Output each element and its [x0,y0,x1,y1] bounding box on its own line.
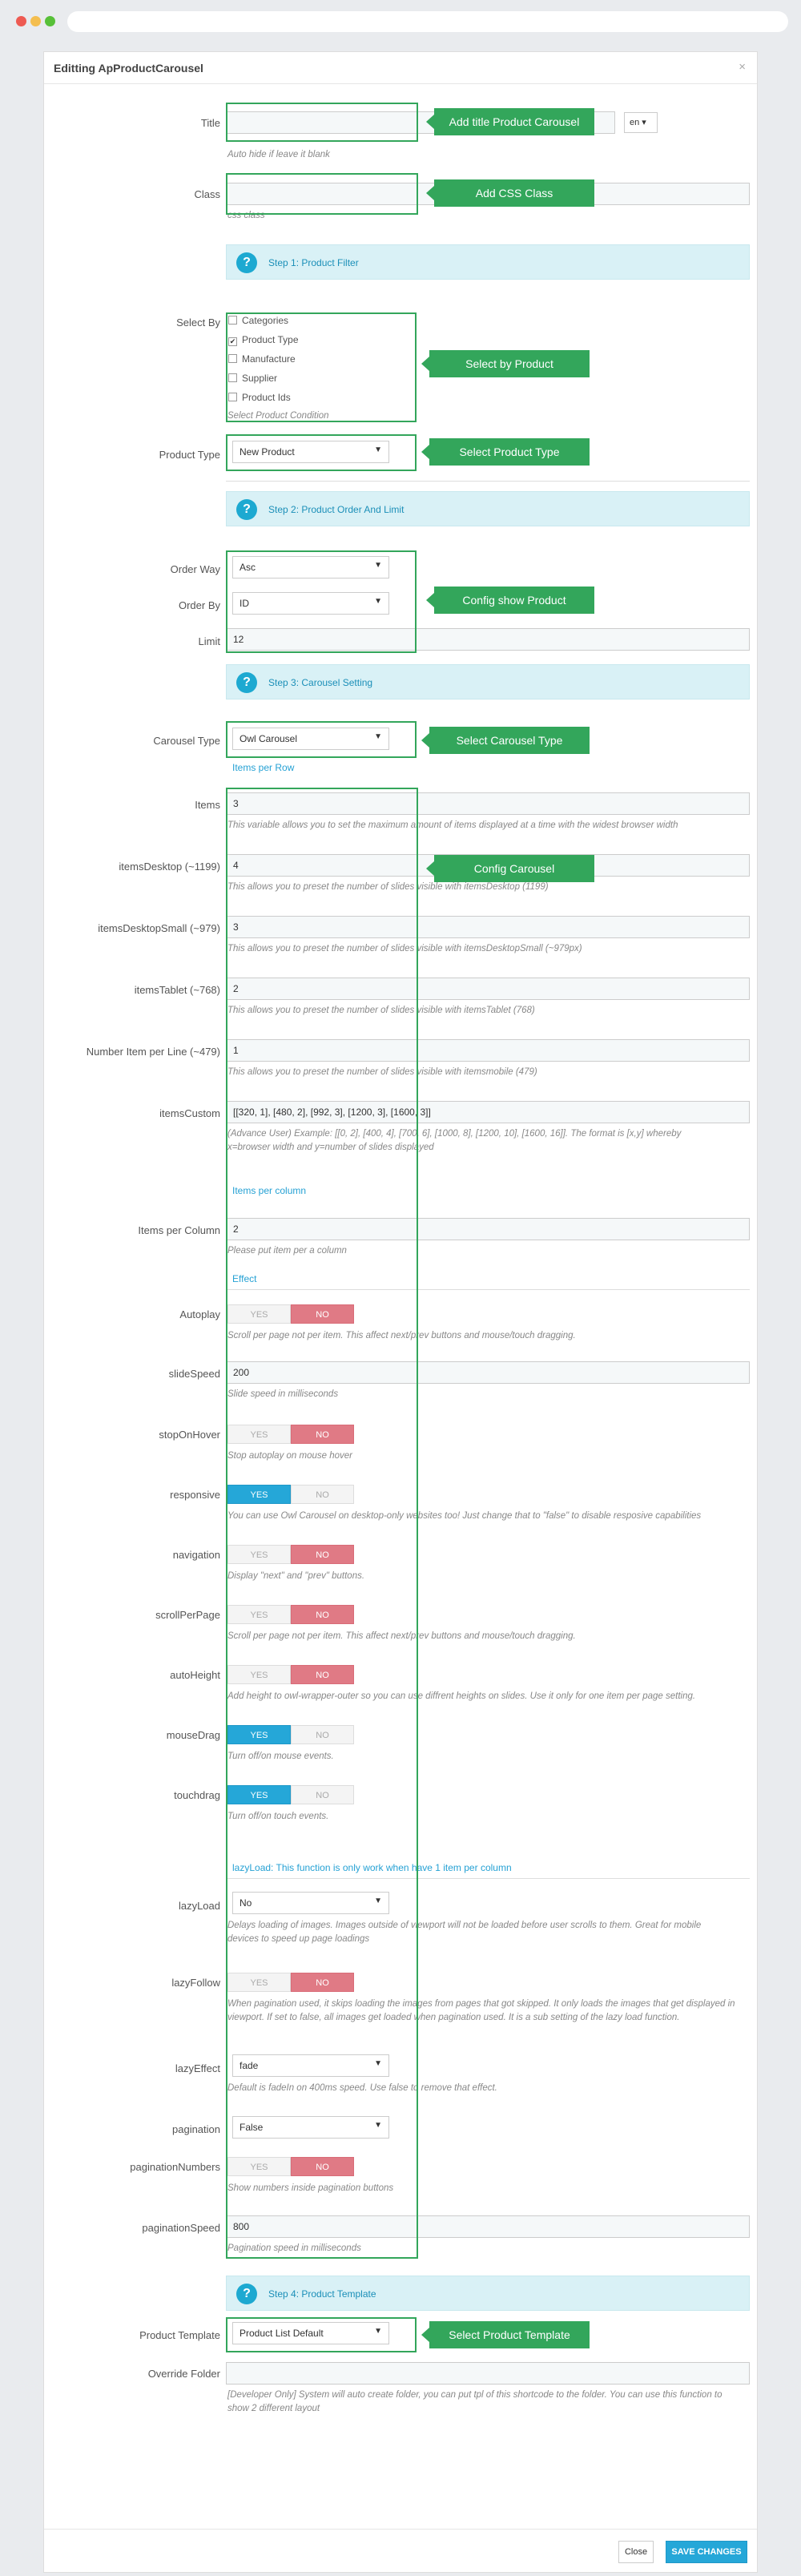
override-folder-help: [Developer Only] System will auto create folder, you can put tpl of this shortcode to the folder. You can use this function to show 2 different layout [227,2390,723,2413]
items-label: Items [195,799,220,811]
navigation-toggle[interactable]: YES NO [227,1545,355,1564]
touch-drag-toggle[interactable]: YES NO [227,1785,355,1804]
title-label: Title [200,117,220,129]
slide-speed-label: slideSpeed [168,1368,220,1380]
items-custom-help: (Advance User) Example: [[0, 2], [400, 4], [700, 6], [1000, 8], [1200, 10], [1600, 16]]. The format is [x,y] whereby x=browser width and y=number of slides displayed [227,1129,682,1152]
lazy-follow-help: When pagination used, it skips loading the images from pages that got skipped. It only loads the images that get displayed in viewport. If set to false, all images get loaded when pagination used. It is a sub setting of the lazy load function. [227,1999,735,2022]
items-input[interactable]: 3 [226,792,750,815]
select-by-label: Select By [176,316,220,329]
stop-on-hover-help: Stop autoplay on mouse hover [227,1451,352,1461]
highlight-product-template [226,2317,417,2352]
callout-carousel-type: Select Carousel Type [429,727,590,754]
auto-height-help: Add height to owl-wrapper-outer so you can use diffrent heights on slides. Use it only for one item per page setting. [227,1691,696,1701]
items-custom-input[interactable]: [[320, 1], [480, 2], [992, 3], [1200, 3], [1600, 3]] [226,1101,750,1123]
step-2-title: Step 2: Product Order And Limit [268,504,405,515]
lazy-load-heading: lazyLoad: This function is only work when have 1 item per column [232,1862,512,1873]
close-icon[interactable]: × [739,60,746,74]
modal-header [44,52,757,84]
items-tablet-help: This allows you to preset the number of slides visible with itemsTablet (768) [227,1006,535,1015]
lazy-effect-select[interactable]: fade ▼ [232,2054,389,2077]
caret-down-icon: ▼ [374,561,382,570]
checkbox-manufacture[interactable]: Manufacture [228,353,296,365]
callout-title: Add title Product Carousel [434,108,594,135]
pagination-speed-input[interactable]: 800 [226,2215,750,2238]
checkmark-icon[interactable]: ✔ [229,337,236,345]
mouse-drag-toggle[interactable]: YES NO [227,1725,355,1744]
lazy-effect-label: lazyEffect [175,2062,220,2074]
checkbox-product-ids[interactable]: Product Ids [228,392,291,403]
title-help: Auto hide if leave it blank [227,150,330,159]
auto-height-toggle[interactable]: YES NO [227,1665,355,1684]
auto-height-label: autoHeight [170,1669,220,1681]
callout-config: Config show Product [434,587,594,614]
order-way-select[interactable]: Asc ▼ [232,556,389,578]
pagination-numbers-label: paginationNumbers [130,2161,220,2173]
product-type-select[interactable]: New Product ▼ [232,441,389,463]
question-icon: ? [236,2284,257,2304]
pagination-speed-help: Pagination speed in milliseconds [227,2243,361,2253]
minimize-window-dot[interactable] [30,16,41,26]
items-help: This variable allows you to set the maximum amount of items displayed at a time with the widest browser width [227,820,678,830]
autoplay-help: Scroll per page not per item. This affect next/prev buttons and mouse/touch dragging. [227,1331,576,1340]
limit-label: Limit [198,635,220,647]
checkbox-product-type[interactable]: ✔ Product Type [229,334,299,345]
product-type-label: Product Type [159,449,220,461]
scroll-per-page-label: scrollPerPage [155,1609,220,1621]
slide-speed-input[interactable]: 200 [226,1361,750,1384]
override-folder-label: Override Folder [147,2368,220,2380]
navigation-label: navigation [172,1549,220,1561]
maximize-window-dot[interactable] [45,16,55,26]
caret-down-icon: ▼ [374,2121,382,2130]
highlight-order [226,550,417,653]
override-folder-input[interactable] [226,2362,750,2385]
touch-drag-help: Turn off/on touch events. [227,1812,329,1821]
checkbox-categories[interactable]: Categories [228,315,288,326]
mouse-drag-help: Turn off/on mouse events. [227,1752,334,1761]
pagination-numbers-toggle[interactable]: YES NO [227,2157,355,2176]
product-template-select[interactable]: Product List Default ▼ [232,2322,389,2344]
caret-down-icon: ▼ [374,597,382,606]
order-by-label: Order By [178,599,220,611]
lazy-load-label: lazyLoad [178,1900,220,1912]
step-3-title: Step 3: Carousel Setting [268,677,373,688]
step-2-banner [226,491,750,526]
lazy-follow-label: lazyFollow [171,1977,220,1989]
effect-heading: Effect [232,1273,257,1284]
items-mobile-label: Number Item per Line (~479) [86,1046,220,1058]
product-template-label: Product Template [139,2329,220,2341]
items-desktop-label: itemsDesktop (~1199) [119,861,220,873]
highlight-title [226,103,418,142]
items-mobile-input[interactable]: 1 [226,1039,750,1062]
responsive-label: responsive [170,1489,220,1501]
carousel-type-select[interactable]: Owl Carousel ▼ [232,728,389,750]
modal-dialog [43,51,758,2573]
pagination-numbers-help: Show numbers inside pagination buttons [227,2183,394,2193]
step-4-title: Step 4: Product Template [268,2288,376,2300]
question-icon: ? [236,499,257,520]
caret-down-icon: ▼ [374,445,382,454]
step-1-title: Step 1: Product Filter [268,257,359,268]
close-window-dot[interactable] [16,16,26,26]
stop-on-hover-toggle[interactable]: YES NO [227,1425,355,1444]
close-button[interactable]: Close [618,2541,654,2563]
items-desktop-help: This allows you to preset the number of slides visible with itemsDesktop (1199) [227,882,549,892]
responsive-toggle[interactable]: YES NO [227,1485,355,1504]
caret-down-icon: ▼ [374,732,382,741]
callout-select-by: Select by Product [429,350,590,377]
question-icon: ? [236,672,257,693]
callout-class: Add CSS Class [434,179,594,207]
slide-speed-help: Slide speed in milliseconds [227,1389,339,1399]
class-help: css class [227,211,265,220]
step-1-banner [226,244,750,280]
pagination-select[interactable]: False ▼ [232,2116,389,2139]
autoplay-label: Autoplay [179,1308,220,1320]
highlight-carousel-config [226,788,418,2259]
order-by-select[interactable]: ID ▼ [232,592,389,615]
browser-frame [0,0,801,45]
pagination-label: pagination [172,2123,220,2135]
save-changes-button[interactable]: SAVE CHANGES [666,2541,747,2563]
highlight-product-type [226,434,417,471]
address-bar[interactable] [67,11,788,32]
modal-footer [44,2529,757,2572]
class-label: Class [194,188,220,200]
scroll-per-page-help: Scroll per page not per item. This affect next/prev buttons and mouse/touch dragging. [227,1631,576,1641]
carousel-type-label: Carousel Type [153,735,220,747]
modal-title: Editting ApProductCarousel [54,62,203,75]
highlight-carousel-type [226,721,417,758]
touch-drag-label: touchdrag [174,1789,220,1801]
highlight-select-by [226,312,417,422]
items-desktop-small-help: This allows you to preset the number of slides visible with itemsDesktopSmall (~979px) [227,944,582,953]
callout-template: Select Product Template [429,2321,590,2348]
lazy-load-help: Delays loading of images. Images outside of viewport will not be loaded before user scrolls to them. Great for mobile devices to speed up page loadings [227,1921,702,1944]
items-mobile-help: This allows you to preset the number of slides visible with itemsmobile (479) [227,1067,537,1077]
items-per-column-heading: Items per column [232,1185,307,1196]
order-way-label: Order Way [170,563,220,575]
callout-carousel-config: Config Carousel [434,855,594,882]
items-custom-label: itemsCustom [159,1107,220,1119]
step-3-banner [226,664,750,699]
caret-down-icon: ▼ [374,2327,382,2336]
pagination-speed-label: paginationSpeed [142,2222,220,2234]
lazy-follow-toggle[interactable]: YES NO [227,1973,355,1992]
highlight-class [226,173,418,215]
divider [226,481,750,482]
language-select[interactable]: en ▾ [624,112,658,133]
lazy-effect-help: Default is fadeIn on 400ms speed. Use false to remove that effect. [227,2083,497,2093]
items-desktop-small-label: itemsDesktopSmall (~979) [98,922,220,934]
items-per-column-input[interactable]: 2 [226,1218,750,1240]
checkbox-supplier[interactable]: Supplier [228,373,277,384]
navigation-help: Display "next" and "prev" buttons. [227,1571,365,1581]
mouse-drag-label: mouseDrag [166,1729,220,1741]
scroll-per-page-toggle[interactable]: YES NO [227,1605,355,1624]
responsive-help: You can use Owl Carousel on desktop-only websites too! Just change that to "false" to disable resposive capabilities [227,1511,702,1521]
question-icon: ? [236,252,257,273]
select-by-help: Select Product Condition [227,411,329,421]
autoplay-toggle[interactable]: YES NO [227,1304,355,1324]
caret-down-icon: ▼ [374,1897,382,1905]
stop-on-hover-label: stopOnHover [159,1429,220,1441]
lazy-load-select[interactable]: No ▼ [232,1892,389,1914]
items-per-column-help: Please put item per a column [227,1246,347,1256]
caret-down-icon: ▼ [374,2059,382,2068]
items-desktop-input[interactable]: 4 [226,854,750,877]
items-tablet-input[interactable]: 2 [226,978,750,1000]
callout-product-type: Select Product Type [429,438,590,466]
items-tablet-label: itemsTablet (~768) [134,984,220,996]
items-per-column-label: Items per Column [138,1224,220,1236]
items-per-row-heading: Items per Row [232,762,295,773]
items-desktop-small-input[interactable]: 3 [226,916,750,938]
step-4-banner [226,2276,750,2311]
limit-input[interactable]: 12 [226,628,750,651]
